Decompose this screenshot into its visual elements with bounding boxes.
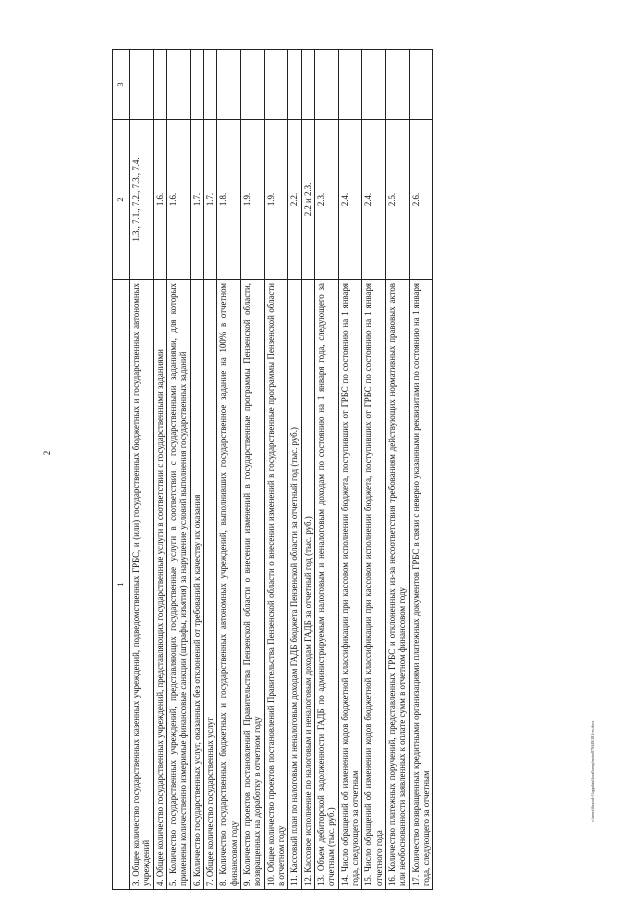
- row-reference: 1.7.: [190, 120, 203, 280]
- table-row: [166, 50, 190, 890]
- row-extra: [362, 50, 386, 120]
- row-extra: [203, 50, 216, 120]
- table-row: [385, 50, 409, 890]
- row-extra: [166, 50, 190, 120]
- row-description: 16. Количество платежных поручений, представленных ГРБС и отклоненных из-за несоответствия требованиям действующих нормативных правовых актов или необоснованности заявленных к оплате сумм в отчетном финансовом году: [385, 280, 409, 890]
- row-reference: 1.6.: [166, 120, 190, 280]
- row-description: 14. Число обращений об изменении кодов бюджетной классификации при кассовом исполнении бюджета, поступивших от ГРБС по состоянию на 1 января года, следующего за отчетным: [338, 280, 362, 890]
- row-reference: 2.2.: [288, 120, 301, 280]
- row-extra: [264, 50, 288, 120]
- row-extra: [153, 50, 166, 120]
- table-row: [203, 50, 216, 890]
- table-row: [338, 50, 362, 890]
- table-row: [240, 50, 264, 890]
- row-description: 10. Общее количество проектов постановлений Правительства Пензенской области о внесении изменений в государственные программы Пензенской области в отчетном году: [264, 280, 288, 890]
- row-reference: 1.3., 7.1., 7.2., 7.3., 7.4.: [130, 120, 154, 280]
- row-reference: 1.8.: [217, 120, 241, 280]
- table-row: [301, 50, 314, 890]
- row-description: 15. Число обращений об изменении кодов бюджетной классификации при кассовом исполнении бюджета, поступивших от ГРБС по состоянию на 1 января отчетного года: [362, 280, 386, 890]
- row-description: 13. Объем дебиторской задолженности ГАДБ по администрируемым налоговым и неналоговым доходам по состоянию на 1 января года, следующего за отчетным (тыс. руб.): [314, 280, 338, 890]
- row-reference: 2.5.: [385, 120, 409, 280]
- row-description: 9. Количество проектов постановлений Правительства Пензенской области о внесении изменений в государственные программы Пензенской области, возвращенных на доработку в отчетном году: [240, 280, 264, 890]
- row-description: 4. Общее количество государственных учреждений, представляющих государственные услуги в соответствии с государственными заданиями: [153, 280, 166, 890]
- row-reference: 1.9.: [264, 120, 288, 280]
- rotated-table-wrapper: [112, 50, 512, 890]
- row-reference: 2.4.: [362, 120, 386, 280]
- column-header: 1: [113, 280, 130, 890]
- row-extra: [314, 50, 338, 120]
- table-row: [409, 50, 433, 890]
- row-extra: [409, 50, 433, 120]
- row-reference: 1.7.: [203, 120, 216, 280]
- row-description: 6. Количество государственных услуг, оказанных без отклонений от требований к качеству их оказания: [190, 280, 203, 890]
- row-description: 3. Общее количество государственных казенных учреждений, подведомственных ГРБС, и (или) государственных бюджетных и государственных автономных учреждений: [130, 280, 154, 890]
- row-extra: [338, 50, 362, 120]
- row-extra: [301, 50, 314, 120]
- column-header: 2: [113, 120, 130, 280]
- table-row: [153, 50, 166, 890]
- row-extra: [288, 50, 301, 120]
- indicators-table: [112, 49, 433, 890]
- table-row: [264, 50, 288, 890]
- row-description: 11. Кассовый план по налоговым и неналоговым доходам ГАДБ бюджета Пензенской области за отчетный год (тыс. руб.): [288, 280, 301, 890]
- row-reference: 2.2 и 2.3.: [301, 120, 314, 280]
- table-row: [288, 50, 301, 890]
- table-row: [130, 50, 154, 890]
- row-description: 7. Общее количество государственных услуг: [203, 280, 216, 890]
- row-reference: 2.3.: [314, 120, 338, 280]
- row-description: 17. Количество возвращенных кредитными организациями платежных документов ГРБС в связи с неверно указанными реквизитами по состоянию на 1 января года, следующего за отчетным: [409, 280, 433, 890]
- row-extra: [385, 50, 409, 120]
- table-row: [217, 50, 241, 890]
- table-header-row: [113, 50, 130, 890]
- row-extra: [240, 50, 264, 120]
- row-reference: 1.9.: [240, 120, 264, 280]
- table-row: [362, 50, 386, 890]
- footer-file-path: c:\users\iborod~1\appdata\local\temp\notes879449\181-m.docx: [590, 720, 595, 822]
- row-extra: [217, 50, 241, 120]
- table-row: [190, 50, 203, 890]
- row-reference: 1.6.: [153, 120, 166, 280]
- row-extra: [130, 50, 154, 120]
- table-row: [314, 50, 338, 890]
- row-description: 5. Количество государственных учреждений, представляющих государственные услуги в соответствии с государственными заданиями, для которых применены количественно измеримые финансовые санкции (штрафы, изъятия) за нарушение условий выполнения государственных заданий: [166, 280, 190, 890]
- column-header: 3: [113, 50, 130, 120]
- page-number: 2: [42, 450, 52, 456]
- row-description: 8. Количество государственных бюджетных и государственных автономных учреждений, выполнивших государственное задание на 100% в отчетном финансовом году: [217, 280, 241, 890]
- row-reference: 2.4.: [338, 120, 362, 280]
- row-extra: [190, 50, 203, 120]
- row-description: 12. Кассовое исполнение по налоговым и неналоговым доходам ГАДБ за отчетный год (тыс. руб.): [301, 280, 314, 890]
- row-reference: 2.6.: [409, 120, 433, 280]
